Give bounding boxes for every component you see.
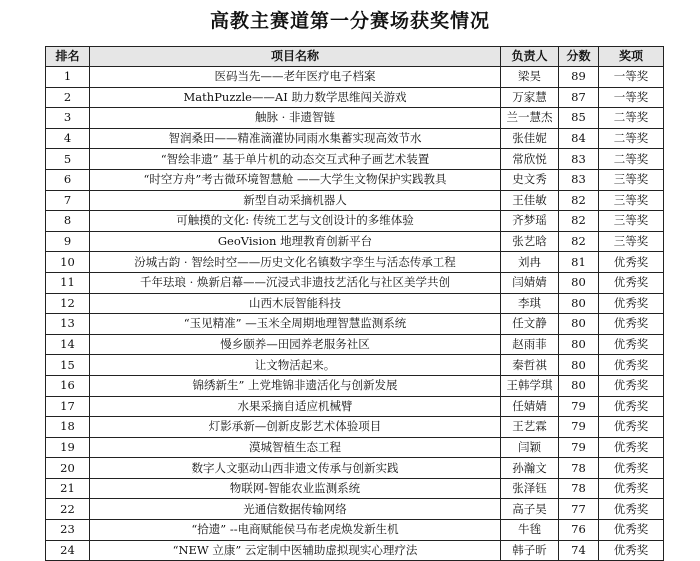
cell-rank: 7 bbox=[46, 190, 90, 211]
cell-rank: 16 bbox=[46, 375, 90, 396]
cell-award: 三等奖 bbox=[599, 231, 664, 252]
cell-leader: 张艺晗 bbox=[501, 231, 559, 252]
cell-project-name: 山西木辰智能科技 bbox=[90, 293, 501, 314]
table-row bbox=[46, 314, 664, 335]
cell-rank: 13 bbox=[46, 314, 90, 335]
table-row bbox=[46, 108, 664, 129]
cell-rank: 3 bbox=[46, 108, 90, 129]
cell-rank: 1 bbox=[46, 67, 90, 88]
table-row bbox=[46, 375, 664, 396]
cell-leader: 韩子昕 bbox=[501, 540, 559, 561]
cell-rank: 19 bbox=[46, 437, 90, 458]
cell-rank: 6 bbox=[46, 169, 90, 190]
table-row bbox=[46, 87, 664, 108]
cell-award: 优秀奖 bbox=[599, 540, 664, 561]
table-body bbox=[46, 67, 664, 561]
table-header bbox=[46, 47, 664, 67]
cell-award: 优秀奖 bbox=[599, 520, 664, 541]
cell-score: 79 bbox=[559, 417, 599, 438]
cell-score: 78 bbox=[559, 478, 599, 499]
cell-rank: 9 bbox=[46, 231, 90, 252]
table-row bbox=[46, 211, 664, 232]
table-row bbox=[46, 417, 664, 438]
cell-leader: 兰一慧杰 bbox=[501, 108, 559, 129]
header-rank: 排名 bbox=[46, 47, 90, 67]
cell-leader: 常欣悦 bbox=[501, 149, 559, 170]
cell-award: 二等奖 bbox=[599, 128, 664, 149]
cell-project-name: 灯影承新—创新皮影艺术体验项目 bbox=[90, 417, 501, 438]
cell-award: 优秀奖 bbox=[599, 252, 664, 273]
cell-leader: 王佳敏 bbox=[501, 190, 559, 211]
cell-rank: 23 bbox=[46, 520, 90, 541]
cell-score: 80 bbox=[559, 355, 599, 376]
cell-score: 79 bbox=[559, 437, 599, 458]
cell-award: 二等奖 bbox=[599, 149, 664, 170]
cell-project-name: “拾遗” --电商赋能侯马布老虎焕发新生机 bbox=[90, 520, 501, 541]
cell-project-name: 水果采摘自适应机械臂 bbox=[90, 396, 501, 417]
cell-project-name: “玉见精准” —玉米全周期地理智慧监测系统 bbox=[90, 314, 501, 335]
cell-leader: 牛毪 bbox=[501, 520, 559, 541]
cell-score: 80 bbox=[559, 314, 599, 335]
cell-score: 82 bbox=[559, 231, 599, 252]
cell-leader: 赵雨菲 bbox=[501, 334, 559, 355]
table-row bbox=[46, 458, 664, 479]
awards-table bbox=[45, 46, 664, 561]
cell-leader: 李琪 bbox=[501, 293, 559, 314]
cell-award: 优秀奖 bbox=[599, 355, 664, 376]
cell-score: 83 bbox=[559, 149, 599, 170]
cell-award: 优秀奖 bbox=[599, 437, 664, 458]
cell-project-name: 触脉 · 非遗智链 bbox=[90, 108, 501, 129]
cell-score: 80 bbox=[559, 272, 599, 293]
table-row bbox=[46, 478, 664, 499]
cell-rank: 8 bbox=[46, 211, 90, 232]
table-row bbox=[46, 149, 664, 170]
cell-project-name: “智绘非遗” 基于单片机的动态交互式种子画艺术装置 bbox=[90, 149, 501, 170]
table-row bbox=[46, 252, 664, 273]
cell-project-name: 物联网-智能农业监测系统 bbox=[90, 478, 501, 499]
cell-leader: 张泽钰 bbox=[501, 478, 559, 499]
page-title: 高教主赛道第一分赛场获奖情况 bbox=[209, 10, 490, 32]
cell-award: 优秀奖 bbox=[599, 396, 664, 417]
table-row bbox=[46, 437, 664, 458]
cell-rank: 11 bbox=[46, 272, 90, 293]
header-leader: 负责人 bbox=[501, 47, 559, 67]
table-row bbox=[46, 231, 664, 252]
cell-score: 78 bbox=[559, 458, 599, 479]
cell-score: 82 bbox=[559, 211, 599, 232]
cell-project-name: 锦绣新生” 上党堆锦非遗活化与创新发展 bbox=[90, 375, 501, 396]
cell-score: 80 bbox=[559, 293, 599, 314]
header-row bbox=[46, 47, 664, 67]
cell-rank: 22 bbox=[46, 499, 90, 520]
cell-score: 83 bbox=[559, 169, 599, 190]
cell-project-name: 让文物活起来。 bbox=[90, 355, 501, 376]
cell-project-name: 汾城古韵 · 智绘时空——历史文化名镇数字孪生与活态传承工程 bbox=[90, 252, 501, 273]
cell-project-name: 千年珐琅 · 焕新启幕——沉浸式非遗技艺活化与社区美学共创 bbox=[90, 272, 501, 293]
cell-rank: 2 bbox=[46, 87, 90, 108]
table-row bbox=[46, 355, 664, 376]
cell-score: 74 bbox=[559, 540, 599, 561]
cell-award: 优秀奖 bbox=[599, 334, 664, 355]
cell-rank: 15 bbox=[46, 355, 90, 376]
table-row bbox=[46, 334, 664, 355]
header-award: 奖项 bbox=[599, 47, 664, 67]
cell-award: 三等奖 bbox=[599, 169, 664, 190]
cell-award: 优秀奖 bbox=[599, 314, 664, 335]
table-row bbox=[46, 520, 664, 541]
table-row bbox=[46, 190, 664, 211]
cell-project-name: MathPuzzle——AI 助力数学思维闯关游戏 bbox=[90, 87, 501, 108]
cell-award: 优秀奖 bbox=[599, 499, 664, 520]
cell-rank: 18 bbox=[46, 417, 90, 438]
cell-leader: 任文静 bbox=[501, 314, 559, 335]
cell-rank: 20 bbox=[46, 458, 90, 479]
cell-award: 三等奖 bbox=[599, 211, 664, 232]
cell-leader: 梁昊 bbox=[501, 67, 559, 88]
cell-award: 优秀奖 bbox=[599, 478, 664, 499]
cell-score: 82 bbox=[559, 190, 599, 211]
cell-award: 优秀奖 bbox=[599, 458, 664, 479]
cell-project-name: 数字人文驱动山西非遗文传承与创新实践 bbox=[90, 458, 501, 479]
cell-rank: 14 bbox=[46, 334, 90, 355]
cell-project-name: “时空方舟”考古微环境智慧舱 ——大学生文物保护实践教具 bbox=[90, 169, 501, 190]
cell-score: 80 bbox=[559, 375, 599, 396]
cell-project-name: 新型自动采摘机器人 bbox=[90, 190, 501, 211]
cell-rank: 4 bbox=[46, 128, 90, 149]
table-row bbox=[46, 169, 664, 190]
table-row bbox=[46, 128, 664, 149]
table-row bbox=[46, 293, 664, 314]
cell-rank: 10 bbox=[46, 252, 90, 273]
cell-leader: 史文秀 bbox=[501, 169, 559, 190]
cell-score: 79 bbox=[559, 396, 599, 417]
cell-project-name: 智润桑田——精准滴灌协同雨水集蓄实现高效节水 bbox=[90, 128, 501, 149]
cell-score: 89 bbox=[559, 67, 599, 88]
cell-award: 三等奖 bbox=[599, 190, 664, 211]
cell-award: 优秀奖 bbox=[599, 417, 664, 438]
cell-award: 优秀奖 bbox=[599, 293, 664, 314]
cell-leader: 高子昊 bbox=[501, 499, 559, 520]
cell-leader: 齐梦瑶 bbox=[501, 211, 559, 232]
cell-leader: 孙瀚文 bbox=[501, 458, 559, 479]
table-row bbox=[46, 499, 664, 520]
cell-score: 87 bbox=[559, 87, 599, 108]
table-row bbox=[46, 540, 664, 561]
cell-rank: 17 bbox=[46, 396, 90, 417]
cell-award: 优秀奖 bbox=[599, 272, 664, 293]
cell-score: 77 bbox=[559, 499, 599, 520]
cell-leader: 秦哲祺 bbox=[501, 355, 559, 376]
table-row bbox=[46, 67, 664, 88]
cell-project-name: 漠城智植生态工程 bbox=[90, 437, 501, 458]
cell-rank: 21 bbox=[46, 478, 90, 499]
cell-award: 一等奖 bbox=[599, 87, 664, 108]
header-project-name: 项目名称 bbox=[90, 47, 501, 67]
header-score: 分数 bbox=[559, 47, 599, 67]
table-row bbox=[46, 396, 664, 417]
cell-score: 84 bbox=[559, 128, 599, 149]
cell-leader: 刘冉 bbox=[501, 252, 559, 273]
cell-leader: 任婧婧 bbox=[501, 396, 559, 417]
cell-leader: 闫颖 bbox=[501, 437, 559, 458]
cell-award: 二等奖 bbox=[599, 108, 664, 129]
cell-score: 85 bbox=[559, 108, 599, 129]
cell-project-name: 慢乡颐养—田园养老服务社区 bbox=[90, 334, 501, 355]
cell-leader: 张佳妮 bbox=[501, 128, 559, 149]
cell-score: 80 bbox=[559, 334, 599, 355]
cell-project-name: “NEW 立康” 云定制中医辅助虚拟现实心理疗法 bbox=[90, 540, 501, 561]
cell-award: 一等奖 bbox=[599, 67, 664, 88]
cell-project-name: 可触摸的文化: 传统工艺与文创设计的多维体验 bbox=[90, 211, 501, 232]
cell-score: 81 bbox=[559, 252, 599, 273]
cell-award: 优秀奖 bbox=[599, 375, 664, 396]
cell-project-name: 医码当先——老年医疗电子档案 bbox=[90, 67, 501, 88]
cell-project-name: 光通信数据传输网络 bbox=[90, 499, 501, 520]
table-row bbox=[46, 272, 664, 293]
cell-rank: 12 bbox=[46, 293, 90, 314]
cell-leader: 闫婧婧 bbox=[501, 272, 559, 293]
cell-project-name: GeoVision 地理教育创新平台 bbox=[90, 231, 501, 252]
cell-leader: 王韩学琪 bbox=[501, 375, 559, 396]
cell-score: 76 bbox=[559, 520, 599, 541]
cell-leader: 万家慧 bbox=[501, 87, 559, 108]
cell-rank: 24 bbox=[46, 540, 90, 561]
cell-leader: 王艺霖 bbox=[501, 417, 559, 438]
cell-rank: 5 bbox=[46, 149, 90, 170]
